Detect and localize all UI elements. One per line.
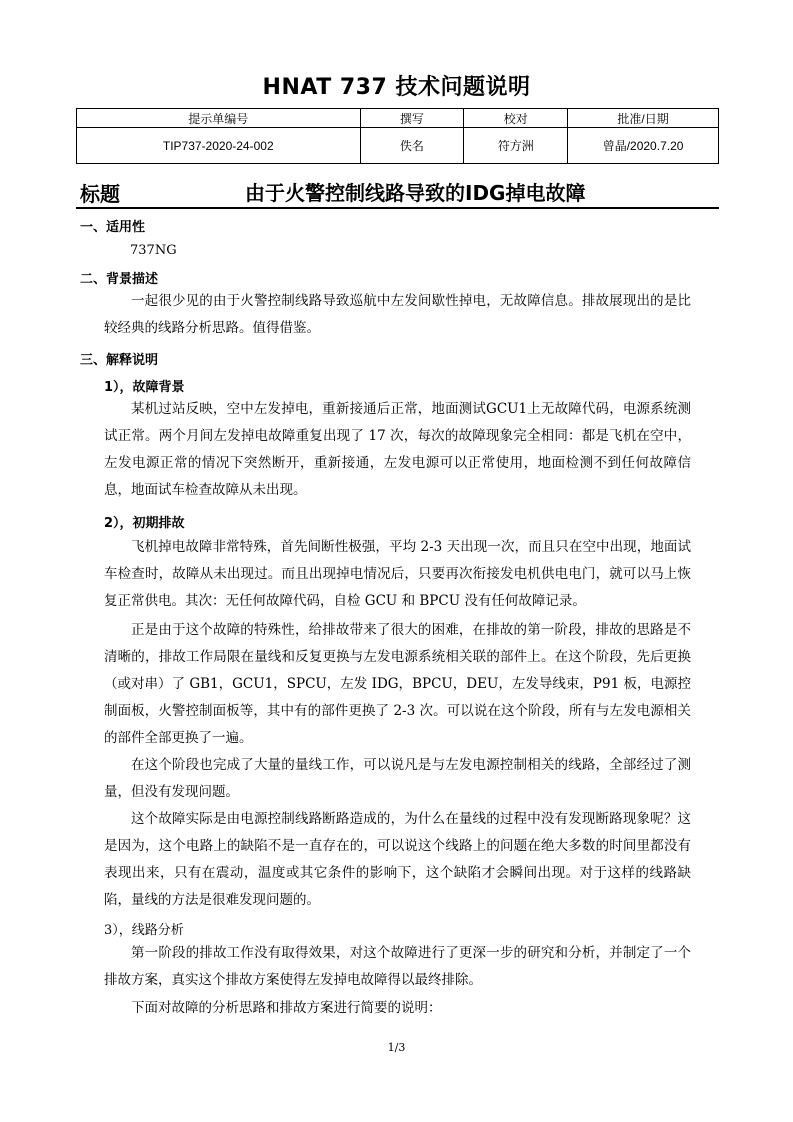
section-explanation-heading: 三、解释说明 xyxy=(80,353,159,368)
title-divider xyxy=(76,207,719,209)
header-author: 撰写 xyxy=(360,109,464,128)
initial-troubleshooting-paragraph-3: 在这个阶段也完成了大量的量线工作，可以说凡是与左发电源控制相关的线路，全部经过了测量，但没有发现问题。 xyxy=(104,757,691,800)
value-approval-date: 曾晶/2020.7.20 xyxy=(568,128,719,164)
circuit-analysis-paragraph-1: 第一阶段的排故工作没有取得效果，对这个故障进行了更深一步的研究和分析，并制定了一个排故方案，真实这个排故方案使得左发掉电故障得以最终排除。 xyxy=(104,945,691,988)
subsection-initial-troubleshooting-heading: 2），初期排故 xyxy=(104,516,185,531)
fault-background-paragraph: 某机过站反映，空中左发掉电，重新接通后正常，地面测试GCU1上无故障代码，电源系统测试正常。两个月间左发掉电故障重复出现了 17 次，每次的故障现象完全相同：都是飞机在空中，左发电源正常的情况下突然断开，重新接通，左发电源可以正常使用，地面检测不到任何故障信息，地面试车检查故障从未出现。 xyxy=(104,401,691,498)
table-value-row xyxy=(77,128,719,164)
table-header-row xyxy=(77,109,719,128)
background-paragraph: 一起很少见的由于火警控制线路导致巡航中左发间歇性掉电，无故障信息。排故展现出的是比较经典的线路分析思路。值得借鉴。 xyxy=(104,293,691,336)
header-tip-number: 提示单编号 xyxy=(77,109,361,128)
subsection-circuit-analysis-heading: 3），线路分析 xyxy=(104,923,184,938)
initial-troubleshooting-paragraph-4: 这个故障实际是由电源控制线路断路造成的，为什么在量线的过程中没有发现断路现象呢？这是因为，这个电路上的缺陷不是一直存在的，可以说这个线路上的问题在绝大多数的时间里都没有表现出来，只有在震动，温度或其它条件的影响下，这个缺陷才会瞬间出现。对于这样的线路缺陷，量线的方法是很难发现问题的。 xyxy=(104,811,691,908)
value-reviewer: 符方洲 xyxy=(464,128,568,164)
section-background-heading: 二、背景描述 xyxy=(80,272,159,287)
subsection-fault-background-heading: 1），故障背景 xyxy=(104,380,185,395)
section-applicability-heading: 一、适用性 xyxy=(80,220,146,235)
page-number: 1/3 xyxy=(387,1041,406,1054)
header-approval-date: 批准/日期 xyxy=(568,109,719,128)
subject-title: 由于火警控制线路导致的IDG掉电故障 xyxy=(245,181,586,205)
applicability-model: 737NG xyxy=(130,243,177,258)
value-author: 佚名 xyxy=(360,128,464,164)
document-title: HNAT 737 技术问题说明 xyxy=(262,75,531,100)
document-info-table xyxy=(76,108,719,164)
subject-label: 标题 xyxy=(80,182,120,206)
value-tip-number: TIP737-2020-24-002 xyxy=(77,128,361,164)
header-reviewer: 校对 xyxy=(464,109,568,128)
initial-troubleshooting-paragraph-2: 正是由于这个故障的特殊性，给排故带来了很大的困难，在排故的第一阶段，排故的思路是不清晰的，排故工作局限在量线和反复更换与左发电源系统相关联的部件上。在这个阶段，先后更换（或对串）了 GB1，GCU1，SPCU，左发 IDG，BPCU，DEU，左发导线束，P91 板，电源控制面板，火警控制面板等，其中有的部件更换了 2-3 次。可以说在这个阶段，所有与左发电源相关的部件全部更换了一遍。 xyxy=(104,622,691,746)
initial-troubleshooting-paragraph-1: 飞机掉电故障非常特殊，首先间断性极强，平均 2-3 天出现一次，而且只在空中出现，地面试车检查时，故障从未出现过。而且出现掉电情况后，只要再次衔接发电机供电电门，就可以马上恢复正常供电。其次：无任何故障代码，自检 GCU 和 BPCU 没有任何故障记录。 xyxy=(104,539,691,609)
circuit-analysis-paragraph-2: 下面对故障的分析思路和排故方案进行简要的说明： xyxy=(131,1000,442,1016)
